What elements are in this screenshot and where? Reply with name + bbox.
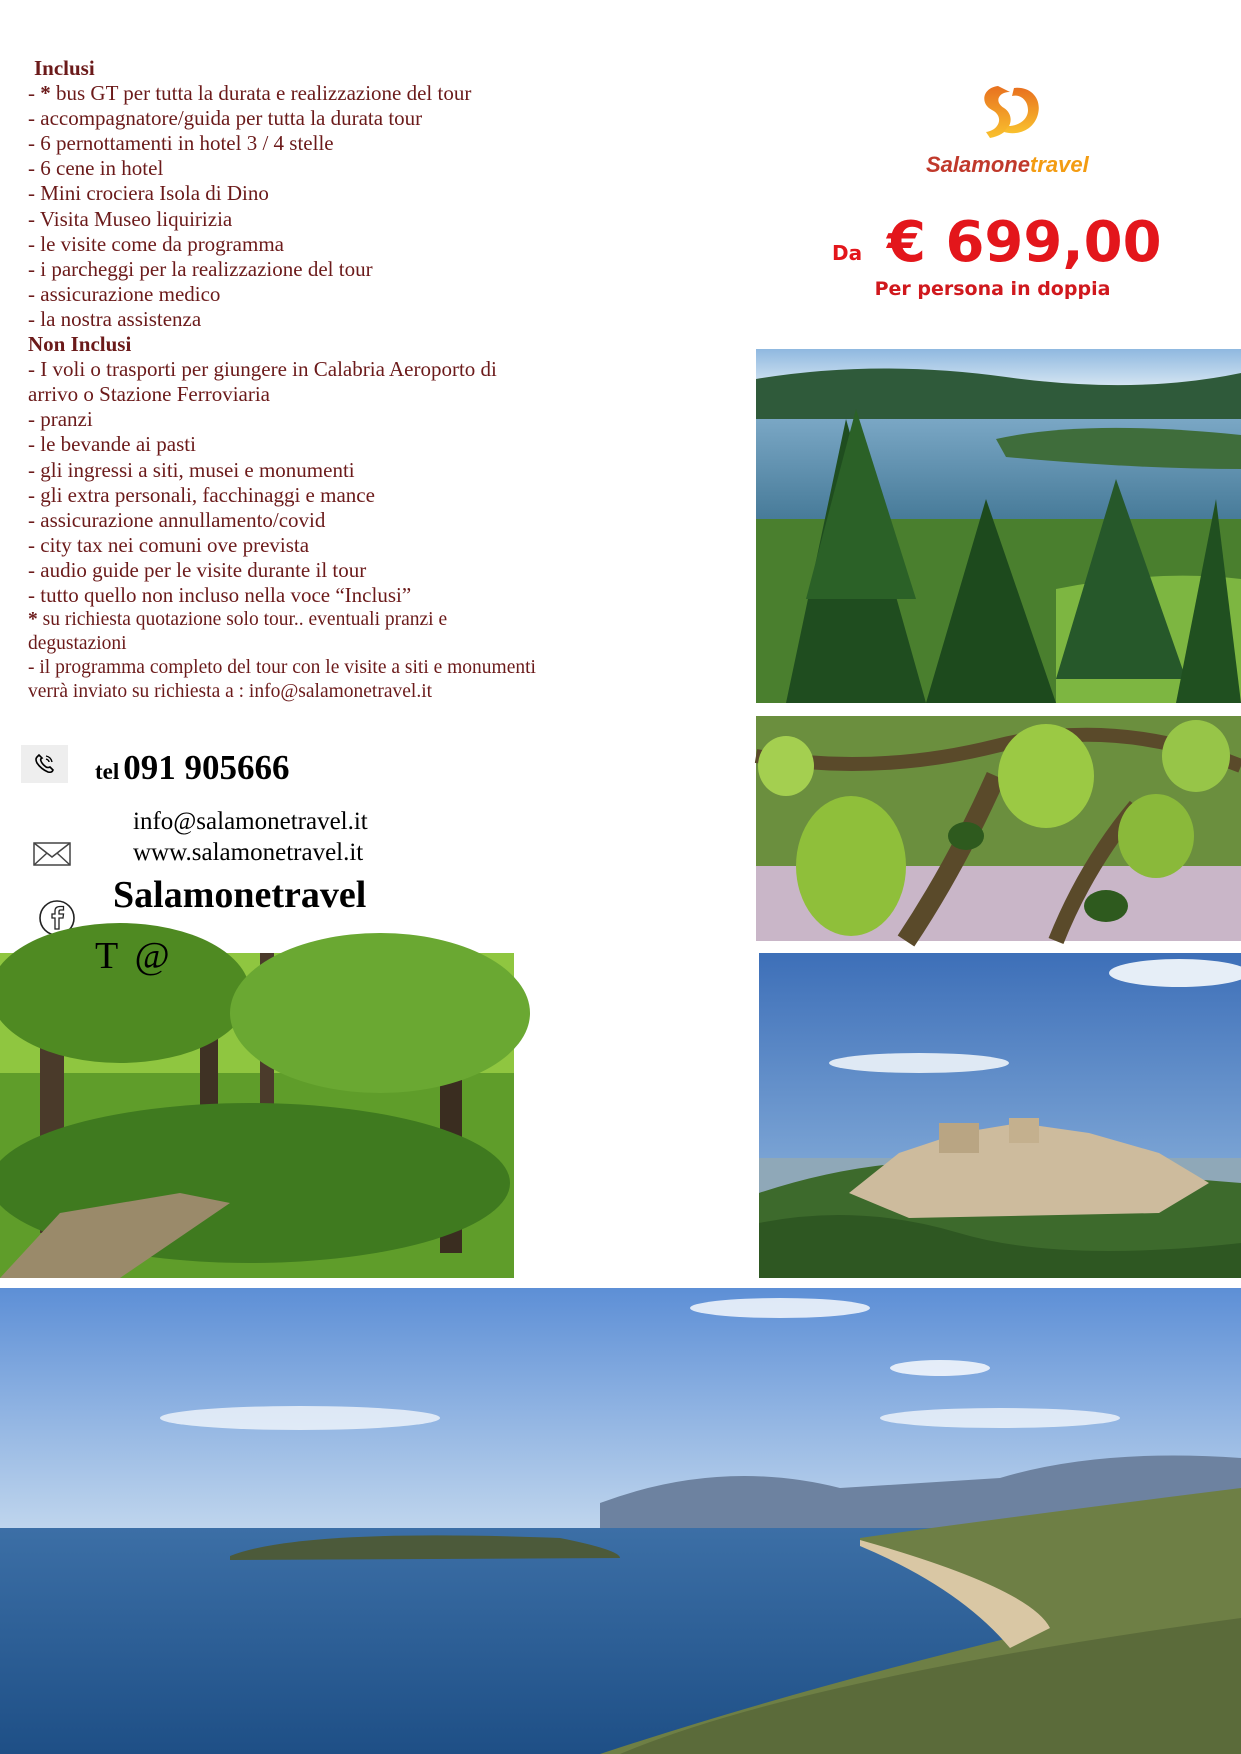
non-inclusi-heading: Non Inclusi: [28, 332, 132, 357]
telephone[interactable]: [95, 748, 290, 788]
list-item: - 6 cene in hotel: [28, 156, 164, 181]
list-item: - assicurazione annullamento/covid: [28, 507, 326, 532]
hill-town-photo: [759, 953, 1241, 1278]
tel-label: tel: [95, 759, 120, 784]
salamonetravel-logo: [920, 80, 1100, 180]
cut-off-text: [95, 936, 170, 953]
list-item: arrivo o Stazione Ferroviaria: [28, 382, 270, 407]
svg-text:travel: travel: [1030, 152, 1089, 177]
facebook-handle[interactable]: Salamonetravel: [113, 874, 367, 916]
list-item: - gli ingressi a siti, musei e monumenti: [28, 457, 355, 482]
phone-icon-box: [21, 745, 68, 783]
svg-text:Salamone: Salamone: [926, 152, 1030, 177]
list-item: - * bus GT per tutta la durata e realizzazione del tour: [28, 81, 472, 106]
note-line: - il programma completo del tour con le visite a siti e monumenti: [28, 657, 536, 679]
list-item: - gli extra personali, facchinaggi e mance: [28, 482, 375, 507]
non-inclusi-list: [28, 357, 588, 608]
list-item: - le visite come da programma: [28, 231, 284, 256]
list-item: - la nostra assistenza: [28, 306, 202, 331]
list-item: - pranzi: [28, 407, 93, 432]
forest-path-photo: [0, 953, 514, 1278]
inclusions-block: [28, 56, 588, 704]
notes: [28, 608, 588, 704]
phone-icon: [32, 753, 58, 775]
list-item: - Visita Museo liquirizia: [28, 206, 233, 231]
lake-forest-photo: [756, 349, 1241, 703]
coast-panorama-photo: [0, 1288, 1241, 1754]
list-item: - audio guide per le visite durante il tour: [28, 557, 367, 582]
list-item: - 6 pernottamenti in hotel 3 / 4 stelle: [28, 131, 334, 156]
list-item: - tutto quello non incluso nella voce “Inclusi”: [28, 582, 412, 607]
website-link[interactable]: www.salamonetravel.it: [133, 839, 364, 866]
price-note: Per persona in doppia: [874, 278, 1111, 300]
price-prefix: Da: [832, 241, 863, 265]
tel-number[interactable]: 091 905666: [123, 748, 290, 787]
list-item: - I voli o trasporti per giungere in Calabria Aeroporto di: [28, 357, 497, 382]
list-item: - i parcheggi per la realizzazione del tour: [28, 256, 373, 281]
inclusi-list: [28, 81, 588, 332]
note-line: degustazioni: [28, 633, 127, 655]
list-item: - city tax nei comuni ove prevista: [28, 532, 310, 557]
citron-fruit-photo: [756, 716, 1241, 941]
list-item: - Mini crociera Isola di Dino: [28, 181, 269, 206]
mail-icon: [32, 840, 72, 868]
list-item: - le bevande ai pasti: [28, 432, 196, 457]
email-link[interactable]: info@salamonetravel.it: [133, 808, 368, 835]
list-item: - assicurazione medico: [28, 281, 221, 306]
price-value: € 699,00: [887, 210, 1162, 275]
note-line: * su richiesta quotazione solo tour.. eventuali pranzi e: [28, 609, 448, 631]
list-item: - accompagnatore/guida per tutta la durata tour: [28, 106, 423, 131]
inclusi-heading: Inclusi: [34, 56, 95, 80]
note-line: verrà inviato su richiesta a : info@salamonetravel.it: [28, 681, 433, 703]
